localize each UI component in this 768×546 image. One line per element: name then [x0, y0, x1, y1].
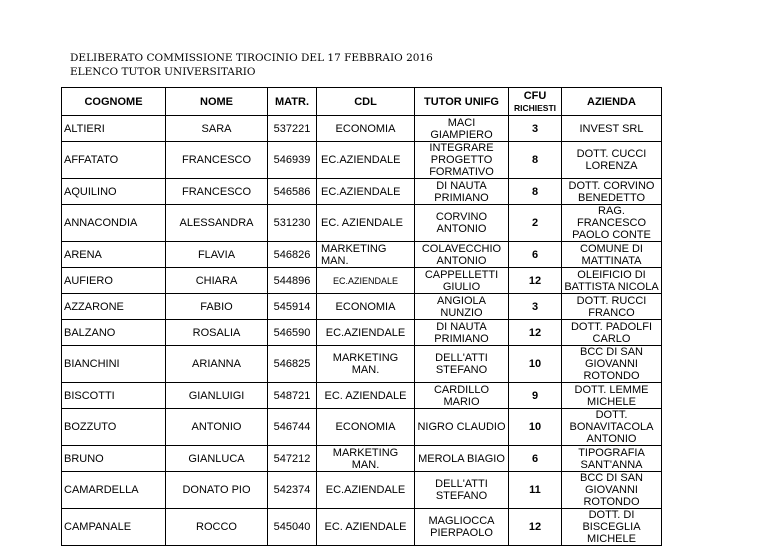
- table-row: [62, 205, 662, 242]
- header-azienda: AZIENDA: [562, 88, 662, 116]
- cell-tutor: CARDILLO MARIO: [415, 383, 509, 409]
- table-row: [62, 268, 662, 294]
- cell-nome: CHIARA: [166, 268, 268, 294]
- cell-cdl: EC.AZIENDALE: [317, 179, 415, 205]
- table-row: [62, 320, 662, 346]
- cell-cdl: EC. AZIENDALE: [317, 509, 415, 546]
- cell-cdl: EC. AZIENDALE: [317, 205, 415, 242]
- table-row: [62, 383, 662, 409]
- cell-cdl: ECONOMIA: [317, 409, 415, 446]
- cell-cdl: MARKETING MAN.: [317, 346, 415, 383]
- cell-tutor: CORVINO ANTONIO: [415, 205, 509, 242]
- heading-line-1: DELIBERATO COMMISSIONE TIROCINIO DEL 17 FEBBRAIO 2016: [70, 52, 433, 64]
- cell-nome: ROSALIA: [166, 320, 268, 346]
- cell-azienda: INVEST SRL: [562, 116, 662, 142]
- cell-nome: ROCCO: [166, 509, 268, 546]
- cell-cognome: BALZANO: [62, 320, 166, 346]
- cell-tutor: MAGLIOCCA PIERPAOLO: [415, 509, 509, 546]
- cell-nome: ANTONIO: [166, 409, 268, 446]
- cell-tutor: NIGRO CLAUDIO: [415, 409, 509, 446]
- heading-line-2: ELENCO TUTOR UNIVERSITARIO: [70, 66, 256, 78]
- document-heading: [70, 51, 433, 79]
- cell-cdl: EC.AZIENDALE: [317, 472, 415, 509]
- cell-azienda: DOTT. LEMME MICHELE: [562, 383, 662, 409]
- cell-azienda: DOTT. CORVINO BENEDETTO: [562, 179, 662, 205]
- cell-cognome: CAMPANALE: [62, 509, 166, 546]
- cell-tutor: DELL'ATTI STEFANO: [415, 472, 509, 509]
- cell-azienda: DOTT. BONAVITACOLA ANTONIO: [562, 409, 662, 446]
- header-tutor: TUTOR UNIFG: [415, 88, 509, 116]
- table-row: [62, 294, 662, 320]
- cell-azienda: DOTT. PADOLFI CARLO: [562, 320, 662, 346]
- cell-tutor: ANGIOLA NUNZIO: [415, 294, 509, 320]
- cell-nome: FRANCESCO: [166, 142, 268, 179]
- cell-cognome: BOZZUTO: [62, 409, 166, 446]
- header-cfu-label: CFU: [523, 89, 547, 102]
- cell-cognome: CAMARDELLA: [62, 472, 166, 509]
- cell-azienda: DOTT. CUCCI LORENZA: [562, 142, 662, 179]
- header-cfu-sub: RICHIESTI: [513, 102, 557, 113]
- cell-azienda: BCC DI SAN GIOVANNI ROTONDO: [562, 472, 662, 509]
- cell-nome: GIANLUIGI: [166, 383, 268, 409]
- cell-cdl: EC.AZIENDALE: [317, 142, 415, 179]
- cell-matr: 544896: [268, 268, 317, 294]
- header-cfu: [509, 88, 562, 116]
- cell-matr: 546825: [268, 346, 317, 383]
- cell-matr: 546586: [268, 179, 317, 205]
- cell-azienda: DOTT. DI BISCEGLIA MICHELE: [562, 509, 662, 546]
- cell-cfu: 3: [509, 294, 562, 320]
- cell-matr: 546590: [268, 320, 317, 346]
- cell-tutor: DI NAUTA PRIMIANO: [415, 179, 509, 205]
- cell-azienda: COMUNE DI MATTINATA: [562, 242, 662, 268]
- cell-nome: FABIO: [166, 294, 268, 320]
- table-row: [62, 472, 662, 509]
- cell-nome: DONATO PIO: [166, 472, 268, 509]
- cell-cfu: 12: [509, 268, 562, 294]
- cell-tutor: INTEGRARE PROGETTO FORMATIVO: [415, 142, 509, 179]
- cell-tutor: DELL'ATTI STEFANO: [415, 346, 509, 383]
- cell-cognome: ANNACONDIA: [62, 205, 166, 242]
- header-cdl: CDL: [317, 88, 415, 116]
- cell-matr: 545914: [268, 294, 317, 320]
- cell-matr: 546744: [268, 409, 317, 446]
- header-matr: MATR.: [268, 88, 317, 116]
- cell-matr: 547212: [268, 446, 317, 472]
- cell-cfu: 2: [509, 205, 562, 242]
- cell-cdl: MARKETING MAN.: [317, 242, 415, 268]
- cell-cfu: 12: [509, 320, 562, 346]
- table-row: [62, 409, 662, 446]
- cell-cfu: 10: [509, 346, 562, 383]
- header-row: [62, 88, 662, 116]
- cell-tutor: COLAVECCHIO ANTONIO: [415, 242, 509, 268]
- cell-cfu: 3: [509, 116, 562, 142]
- cell-matr: 546826: [268, 242, 317, 268]
- cell-matr: 537221: [268, 116, 317, 142]
- cell-matr: 531230: [268, 205, 317, 242]
- cell-cognome: ARENA: [62, 242, 166, 268]
- cell-cognome: BIANCHINI: [62, 346, 166, 383]
- table-row: [62, 346, 662, 383]
- cell-matr: 546939: [268, 142, 317, 179]
- cell-azienda: TIPOGRAFIA SANT'ANNA: [562, 446, 662, 472]
- tutor-table: [61, 87, 662, 546]
- cell-cognome: BRUNO: [62, 446, 166, 472]
- cell-cfu: 9: [509, 383, 562, 409]
- cell-cognome: BISCOTTI: [62, 383, 166, 409]
- cell-matr: 545040: [268, 509, 317, 546]
- table-row: [62, 446, 662, 472]
- cell-tutor: MACI GIAMPIERO: [415, 116, 509, 142]
- cell-nome: SARA: [166, 116, 268, 142]
- cell-nome: FRANCESCO: [166, 179, 268, 205]
- table-row: [62, 509, 662, 546]
- header-cognome: COGNOME: [62, 88, 166, 116]
- cell-azienda: BCC DI SAN GIOVANNI ROTONDO: [562, 346, 662, 383]
- cell-cdl: ECONOMIA: [317, 116, 415, 142]
- cell-cognome: AFFATATO: [62, 142, 166, 179]
- cell-cdl: EC.AZIENDALE: [317, 320, 415, 346]
- cell-tutor: MEROLA BIAGIO: [415, 446, 509, 472]
- cell-cfu: 8: [509, 142, 562, 179]
- cell-cfu: 12: [509, 509, 562, 546]
- cell-cfu: 6: [509, 446, 562, 472]
- cell-cdl: ECONOMIA: [317, 294, 415, 320]
- cell-tutor: CAPPELLETTI GIULIO: [415, 268, 509, 294]
- cell-nome: ALESSANDRA: [166, 205, 268, 242]
- table-row: [62, 142, 662, 179]
- table-row: [62, 116, 662, 142]
- table-row: [62, 242, 662, 268]
- header-nome: NOME: [166, 88, 268, 116]
- cell-nome: GIANLUCA: [166, 446, 268, 472]
- cell-nome: ARIANNA: [166, 346, 268, 383]
- cell-tutor: DI NAUTA PRIMIANO: [415, 320, 509, 346]
- cell-cfu: 6: [509, 242, 562, 268]
- cell-azienda: RAG. FRANCESCO PAOLO CONTE: [562, 205, 662, 242]
- cell-cfu: 11: [509, 472, 562, 509]
- cell-cdl: MARKETING MAN.: [317, 446, 415, 472]
- table-row: [62, 179, 662, 205]
- cell-cognome: AZZARONE: [62, 294, 166, 320]
- cell-cognome: ALTIERI: [62, 116, 166, 142]
- cell-matr: 548721: [268, 383, 317, 409]
- cell-azienda: DOTT. RUCCI FRANCO: [562, 294, 662, 320]
- cell-cfu: 8: [509, 179, 562, 205]
- cell-cognome: AQUILINO: [62, 179, 166, 205]
- cell-azienda: OLEIFICIO DI BATTISTA NICOLA: [562, 268, 662, 294]
- cell-cdl: EC.AZIENDALE: [317, 268, 415, 294]
- cell-cfu: 10: [509, 409, 562, 446]
- cell-matr: 542374: [268, 472, 317, 509]
- cell-cognome: AUFIERO: [62, 268, 166, 294]
- cell-nome: FLAVIA: [166, 242, 268, 268]
- cell-cdl: EC. AZIENDALE: [317, 383, 415, 409]
